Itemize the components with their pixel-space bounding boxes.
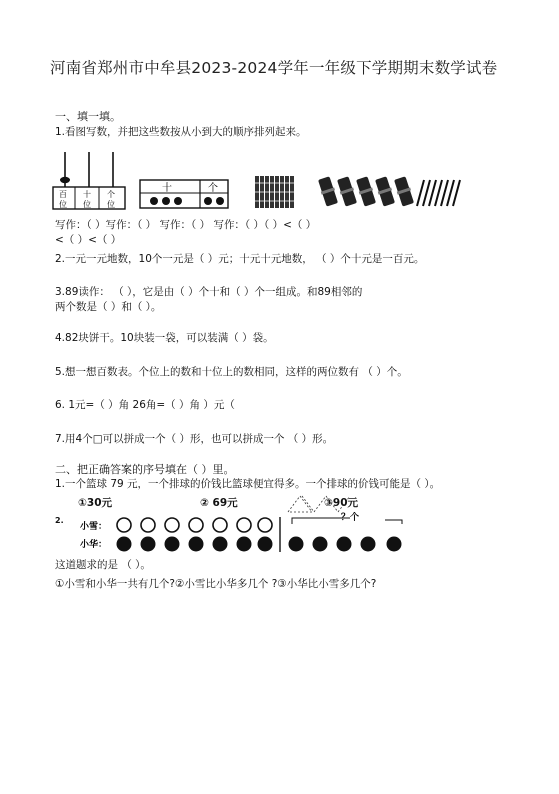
row-label-xiaoxue: 小雪：: [80, 522, 108, 532]
question-2: 2.一元一元地数，10个一元是（ ）元；十元十元地数， （ ）个十元是一百元。: [55, 253, 425, 265]
abacus-label-tens-2: 位: [83, 200, 91, 209]
question-1-write-row: 写作：（ ）写作：（ ） 写作：（ ） 写作：（ ）（ ）<（ ）: [55, 219, 317, 231]
question-mark-label: ？个: [341, 513, 360, 523]
option-2: ② 69元: [200, 497, 238, 509]
section-2-question-2-choices: ①小雪和小华一共有几个?②小雪比小华多几个 ?③小华比小雪多几个?: [55, 578, 377, 590]
row-label-xiaohua: 小华：: [80, 540, 108, 550]
table-header-ones: 个: [208, 183, 218, 194]
option-1: ①30元: [78, 497, 113, 509]
question-1-text: 1.看图写数，并把这些数按从小到大的顺序排列起来。: [55, 126, 307, 138]
abacus-figure: [53, 152, 125, 209]
dashed-triangles: [288, 496, 350, 512]
abacus-label-ones-1: 个: [107, 190, 115, 199]
question-3-line-2: 两个数是（ ）和（ ）。: [55, 301, 162, 313]
place-value-table: [140, 180, 228, 208]
abacus-label-tens-1: 十: [83, 190, 91, 199]
abacus-label-hundreds-1: 百: [59, 190, 67, 199]
question-1-write-row-2: <（ ）<（ ）: [55, 234, 122, 246]
tied-bundles-figure: [317, 176, 460, 207]
abacus-label-ones-2: 位: [107, 200, 115, 209]
table-header-tens: 十: [162, 183, 172, 194]
question-3-line-1: 3.89读作： （ ），它是由（ ）个十和（ ）个一组成。和89相邻的: [55, 286, 363, 298]
question-1-figures: [50, 150, 530, 212]
question-4: 4.82块饼干。10块装一袋，可以装满（ ）袋。: [55, 332, 274, 344]
option-3: ③90元: [324, 497, 359, 509]
stick-bundles-figure: [254, 176, 295, 208]
section-2-question-1: 1.一个篮球 79 元，一个排球的价钱比篮球便宜得多。一个排球的价钱可能是（ ）。: [55, 478, 441, 490]
page-title: 河南省郑州市中牟县2023-2024学年一年级下学期期末数学试卷: [50, 59, 498, 77]
abacus-label-hundreds-2: 位: [59, 200, 67, 209]
section-2-heading: 二、把正确答案的序号填在（ ）里。: [55, 463, 235, 476]
section-2-question-2-number: 2.: [55, 516, 64, 525]
question-5: 5.想一想百数表。个位上的数和十位上的数相同，这样的两位数有 （ ）个。: [55, 366, 408, 378]
question-6: 6. 1元=（ ）角 26角=（ ）角 ）元（: [55, 399, 235, 411]
question-7: 7.用4个□可以拼成一个（ ）形，也可以拼成一个 （ ）形。: [55, 433, 334, 445]
section-1-heading: 一、填一填。: [55, 110, 121, 123]
section-2-question-2-prompt: 这道题求的是 （ ）。: [55, 559, 151, 571]
comparison-figure: [80, 494, 430, 552]
